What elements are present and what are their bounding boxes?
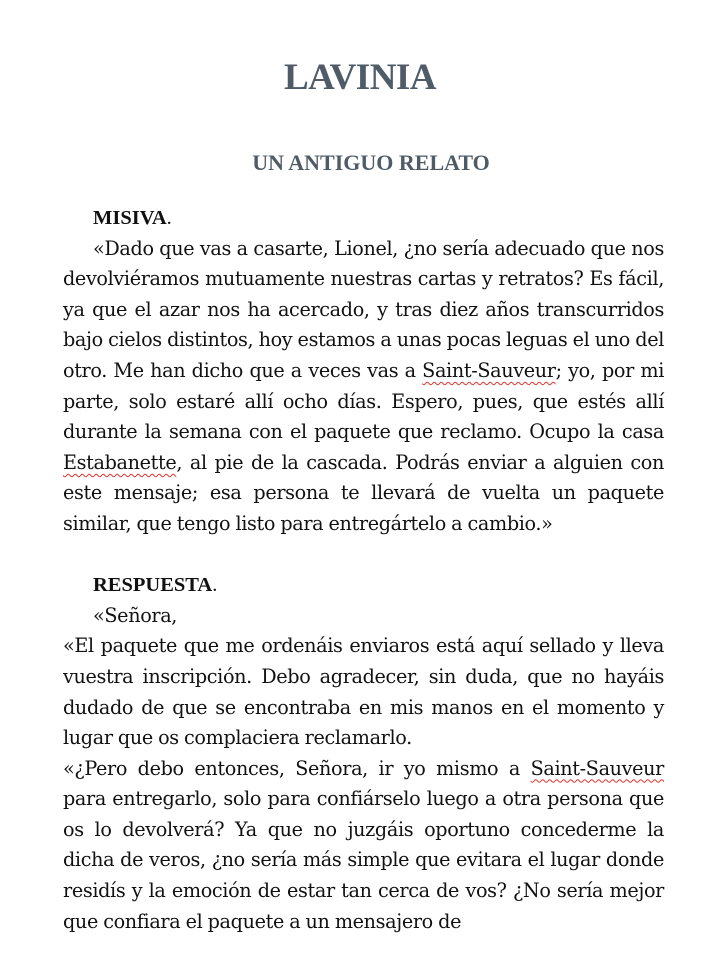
section-heading-respuesta: RESPUESTA. [93,574,218,597]
book-title: LAVINIA [283,57,437,98]
book-subtitle: UN ANTIGUO RELATO [252,150,490,175]
misiva-text-part-3: , al pie de la cascada. Podrás enviar a alguien con este mensaje; esa persona te llevará de vuelta un paquete similar, que tengo listo para entregártelo a cambio.» [63,450,664,535]
misiva-paragraph [63,234,664,540]
misiva-place-saint-sauveur: Saint-Sauveur [422,358,556,382]
respuesta-text-part-2: para entregarlo, solo para confiárselo luego a otra persona que os lo devolverá? Ya que no juzgáis oportuno concederme la dicha de veros, ¿no sería más simple que evitara el lugar donde residís y la emoción de estar tan cerca de vos? ¿No sería mejor que confiara el paquete a un mensajero de [63,787,664,933]
respuesta-text-part-1: «¿Pero debo entonces, Señora, ir yo mismo a [63,756,531,780]
section-spacer [63,540,664,571]
respuesta-heading-text: RESPUESTA [93,574,213,597]
respuesta-place-saint-sauveur: Saint-Sauveur [530,756,664,780]
misiva-text-part-2: ; yo, por mi parte, solo estaré allí ocho días. Espero, pues, que estés allí durante la semana con el paquete que reclamo. Ocupo la casa [63,358,664,444]
misiva-place-estabanette: Estabanette [63,450,177,474]
respuesta-salutation: «Señora, [93,603,178,627]
respuesta-paragraph-2 [63,754,664,938]
document-body [63,203,664,937]
section-heading-misiva: MISIVA. [93,207,172,229]
misiva-heading-text: MISIVA [93,207,167,229]
misiva-text-part-1: «Dado que vas a casarte, Lionel, ¿no sería adecuado que nos devolviéramos mutuamente nuestras cartas y retratos? Es fácil, ya que el azar nos ha acercado, y tras diez años transcurridos bajo cielos distintos, hoy estamos a unas pocas leguas el uno del otro. Me han dicho que a veces vas a [63,236,664,382]
respuesta-paragraph-1: «El paquete que me ordenáis enviaros está aquí sellado y lleva vuestra inscripción. Debo agradecer, sin duda, que no hayáis dudado de que se encontraba en mis manos en el momento y lugar que os complaciera reclamarlo. [63,634,664,750]
